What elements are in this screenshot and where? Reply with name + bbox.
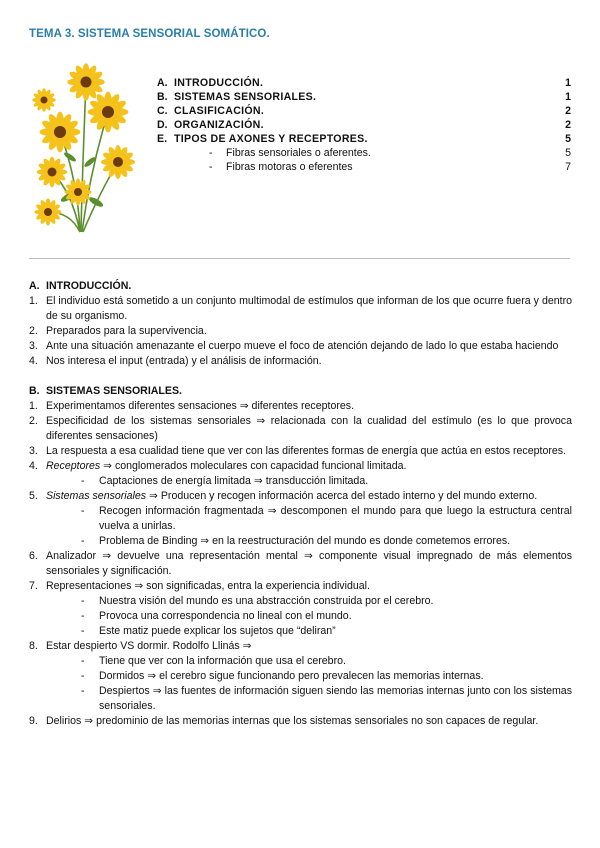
list-item: 3. La respuesta a esa cualidad tiene que ver con las diferentes formas de energía que actúa en estos receptores. xyxy=(29,445,567,457)
toc-page: 5 xyxy=(565,147,571,159)
toc-item[interactable] xyxy=(157,104,571,118)
toc-letter: D. xyxy=(157,119,168,131)
list-item: 1. El individuo está sometido a un conjunto multimodal de estímulos que informan de los que ocurre fuera y dentro de su organismo. xyxy=(29,295,572,322)
horizontal-divider xyxy=(29,258,570,259)
toc-page: 7 xyxy=(565,161,571,173)
toc-label: INTRODUCCIÓN. xyxy=(174,77,264,89)
toc-letter: A. xyxy=(157,77,168,89)
toc-page: 2 xyxy=(565,119,571,131)
list-item: 1. Experimentamos diferentes sensaciones ⇒ diferentes receptores. xyxy=(29,400,355,412)
toc-subitem[interactable] xyxy=(157,160,571,174)
toc-letter: C. xyxy=(157,105,168,117)
toc-label: SISTEMAS SENSORIALES. xyxy=(174,91,317,103)
section-title: INTRODUCCIÓN. xyxy=(46,280,132,292)
sub-list-item: - Tiene que ver con la información que usa el cerebro. xyxy=(81,655,346,667)
toc-page: 1 xyxy=(565,77,571,89)
list-item: 4. Nos interesa el input (entrada) y el análisis de información. xyxy=(29,355,322,367)
section-a-heading xyxy=(29,279,572,294)
list-item: 3. Ante una situación amenazante el cuerpo mueve el foco de atención dejando de lado lo que estaba haciendo xyxy=(29,340,559,352)
sub-list-item: - Nuestra visión del mundo es una abstracción construida por el cerebro. xyxy=(81,595,434,607)
toc-item[interactable] xyxy=(157,132,571,146)
list-item: 9. Delirios ⇒ predominio de las memorias internas que los sistemas sensoriales no son capaces de regular. xyxy=(29,715,539,727)
toc-page: 2 xyxy=(565,105,571,117)
section-letter: A. xyxy=(29,280,40,292)
toc-label: Fibras motoras o eferentes xyxy=(226,161,353,173)
section-b-heading xyxy=(29,384,572,399)
toc-label: CLASIFICACIÓN. xyxy=(174,105,265,117)
list-item: 6. Analizador ⇒ devuelve una representación mental ⇒ componente visual impregnado de más elementos sensoriales y significación. xyxy=(29,550,572,577)
toc-page: 1 xyxy=(565,91,571,103)
toc-letter: B. xyxy=(157,91,168,103)
sub-list-item: - Dormidos ⇒ el cerebro sigue funcionando pero prevalecen las memorias internas. xyxy=(81,670,484,682)
sub-list-item: - Problema de Binding ⇒ en la reestructuración del mundo es donde cometemos errores. xyxy=(81,535,511,547)
table-of-contents xyxy=(157,76,571,174)
list-item: 2. Especificidad de los sistemas sensoriales ⇒ relacionada con la cualidad del estímulo (es lo que provoca diferentes sensaciones) xyxy=(29,415,572,442)
sub-list-item: - Captaciones de energía limitada ⇒ transducción limitada. xyxy=(81,475,369,487)
list-item: 8. Estar despierto VS dormir. Rodolfo Llinás ⇒ xyxy=(29,640,252,652)
section-letter: B. xyxy=(29,385,40,397)
toc-letter: - xyxy=(209,147,213,159)
toc-label: ORGANIZACIÓN. xyxy=(174,119,264,131)
toc-item[interactable] xyxy=(157,90,571,104)
list-item: 2. Preparados para la supervivencia. xyxy=(29,325,207,337)
sunflowers-image xyxy=(30,62,138,242)
section-title: SISTEMAS SENSORIALES. xyxy=(46,385,182,397)
sub-list-item: - Despiertos ⇒ las fuentes de información siguen siendo las memorias internas junto con los sistemas sensoriales. xyxy=(81,685,572,712)
sub-list-item: - Este matiz puede explicar los sujetos que “deliran” xyxy=(81,625,336,637)
sub-list-item: - Provoca una correspondencia no lineal con el mundo. xyxy=(81,610,352,622)
document-body xyxy=(29,279,572,729)
list-item: 5. Sistemas sensoriales ⇒ Producen y recogen información acerca del estado interno y del mundo externo. xyxy=(29,490,538,502)
toc-letter: E. xyxy=(157,133,168,145)
toc-item[interactable] xyxy=(157,76,571,90)
list-item: 4. Receptores ⇒ conglomerados moleculares con capacidad funcional limitada. xyxy=(29,460,407,472)
sub-list-item: - Recogen información fragmentada ⇒ descomponen el mundo para que luego la estructura central vuelva a unirlas. xyxy=(81,505,572,532)
document-title: TEMA 3. SISTEMA SENSORIAL SOMÁTICO. xyxy=(29,28,270,40)
toc-label: TIPOS DE AXONES Y RECEPTORES. xyxy=(174,133,368,145)
list-item: 7. Representaciones ⇒ son significadas, entra la experiencia individual. xyxy=(29,580,370,592)
toc-label: Fibras sensoriales o aferentes. xyxy=(226,147,371,159)
toc-letter: - xyxy=(209,161,213,173)
toc-subitem[interactable] xyxy=(157,146,571,160)
toc-item[interactable] xyxy=(157,118,571,132)
toc-page: 5 xyxy=(565,133,571,145)
